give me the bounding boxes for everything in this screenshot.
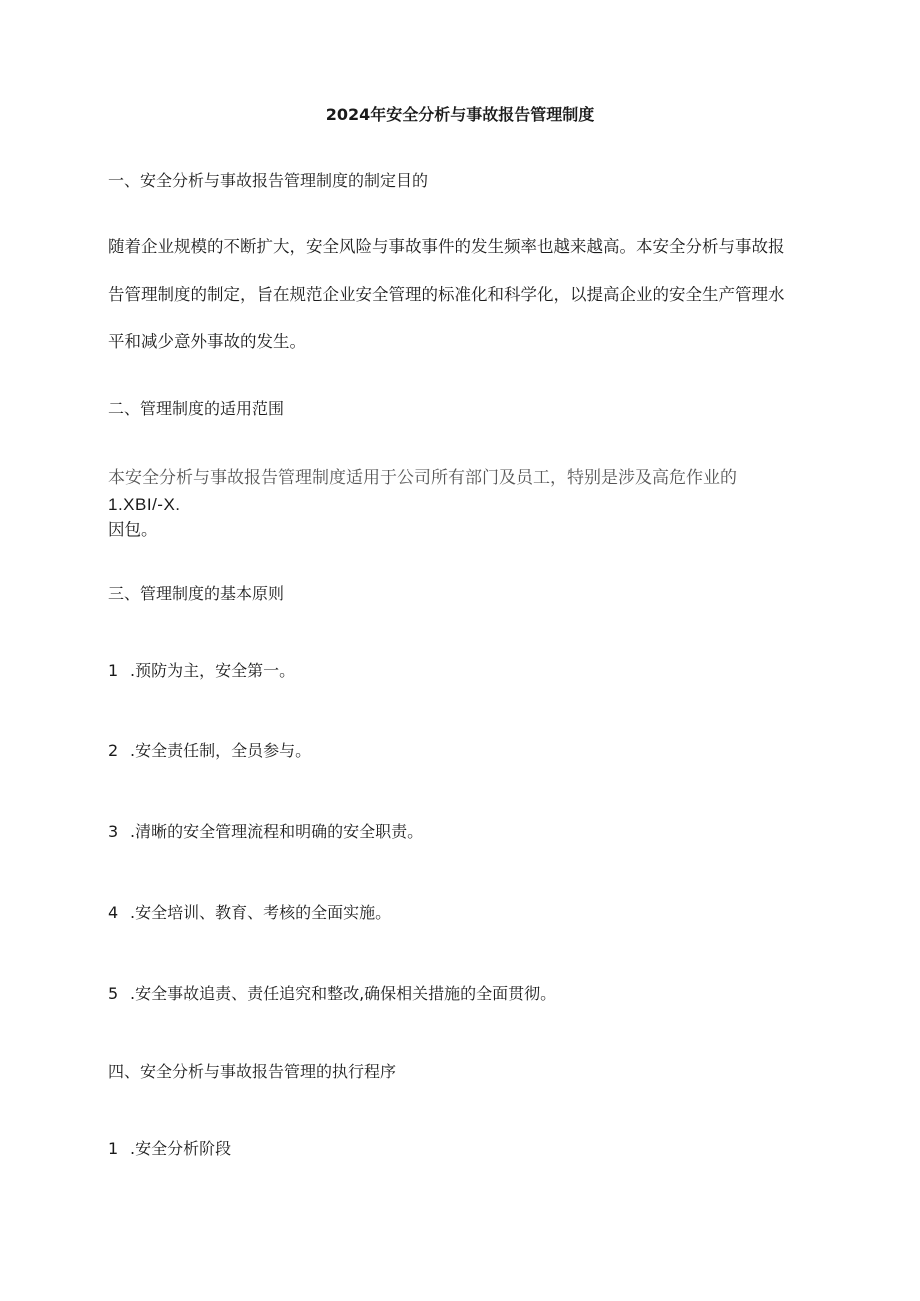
list-item xyxy=(108,902,391,924)
list-item-text: .安全分析阶段 xyxy=(130,1139,232,1158)
paragraph-line: 因包。 xyxy=(108,520,158,539)
list-item-number: 4 xyxy=(108,903,119,922)
list-item xyxy=(108,1138,231,1160)
section-heading-3: 三、管理制度的基本原则 xyxy=(108,584,285,603)
paragraph-line: 1.XBI/-X. xyxy=(108,495,181,514)
list-item-text: .清晰的安全管理流程和明确的安全职责。 xyxy=(130,822,424,841)
list-item-number: 1 xyxy=(108,661,119,680)
section-heading-2: 二、管理制度的适用范围 xyxy=(108,399,285,418)
paragraph-line: 平和减少意外事故的发生。 xyxy=(108,332,306,351)
list-item-number: 1 xyxy=(108,1139,119,1158)
list-item-text: .预防为主，安全第一。 xyxy=(130,661,296,680)
list-item-number: 3 xyxy=(108,822,119,841)
list-item-text: .安全事故追责、责任追究和整改,确保相关措施的全面贯彻。 xyxy=(130,984,557,1003)
list-item xyxy=(108,740,311,762)
paragraph-line: 本安全分析与事故报告管理制度适用于公司所有部门及员工，特别是涉及高危作业的 xyxy=(108,468,737,488)
list-item xyxy=(108,983,556,1005)
paragraph-line: 告管理制度的制定，旨在规范企业安全管理的标准化和科学化，以提高企业的安全生产管理水 xyxy=(108,285,785,304)
document-title: 2024年安全分析与事故报告管理制度 xyxy=(325,105,595,124)
section-heading-1: 一、安全分析与事故报告管理制度的制定目的 xyxy=(108,171,429,190)
list-item-text: .安全培训、教育、考核的全面实施。 xyxy=(130,903,392,922)
list-item-text: .安全责任制，全员参与。 xyxy=(130,741,312,760)
list-item-number: 5 xyxy=(108,984,119,1003)
paragraph-line: 随着企业规模的不断扩大，安全风险与事故事件的发生频率也越来越高。本安全分析与事故报 xyxy=(108,237,785,256)
list-item xyxy=(108,821,423,843)
list-item xyxy=(108,660,295,682)
list-item-number: 2 xyxy=(108,741,119,760)
section-heading-4: 四、安全分析与事故报告管理的执行程序 xyxy=(108,1062,397,1081)
